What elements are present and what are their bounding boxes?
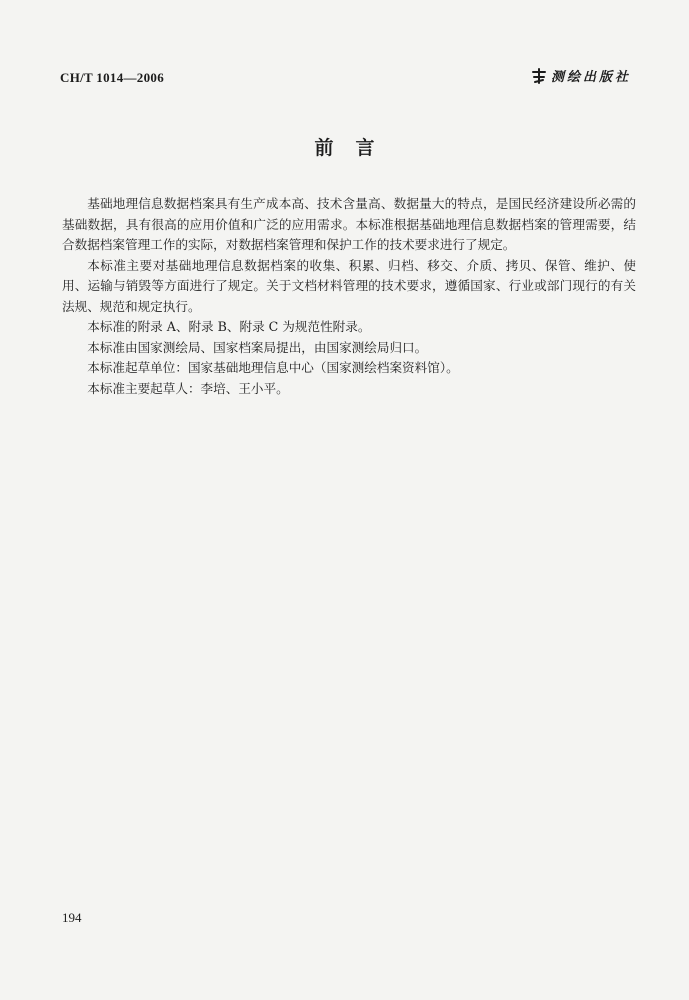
publisher-logo-icon [531, 68, 547, 84]
paragraph: 本标准由国家测绘局、国家档案局提出，由国家测绘局归口。 [87, 339, 428, 355]
page-title: 前言 [314, 137, 397, 159]
foreword-body [62, 194, 636, 399]
paragraph: 本标准的附录 A、附录 B、附录 C 为规范性附录。 [87, 319, 371, 334]
paragraph: 本标准起草单位：国家基础地理信息中心（国家测绘档案资料馆）。 [87, 360, 459, 375]
publisher-mark [531, 66, 631, 85]
paragraph: 本标准主要起草人：李培、王小平。 [87, 380, 289, 396]
page-number: 194 [62, 910, 82, 925]
paragraph: 基础地理信息数据档案具有生产成本高、技术含量高、数据量大的特点，是国民经济建设所必需的基础数据，具有很高的应用价值和广泛的应用需求。本标准根据基础地理信息数据档案的管理需要，结合数据档案管理工作的实际，对数据档案管理和保护工作的技术要求进行了规定。 [62, 196, 636, 252]
standard-code: CH/T 1014—2006 [60, 70, 164, 85]
paragraph: 本标准主要对基础地理信息数据档案的收集、积累、归档、移交、介质、拷贝、保管、维护、使用、运输与销毁等方面进行了规定。关于文档材料管理的技术要求，遵循国家、行业或部门现行的有关法规、规范和规定执行。 [62, 257, 636, 314]
publisher-name: 测绘出版社 [550, 70, 631, 85]
